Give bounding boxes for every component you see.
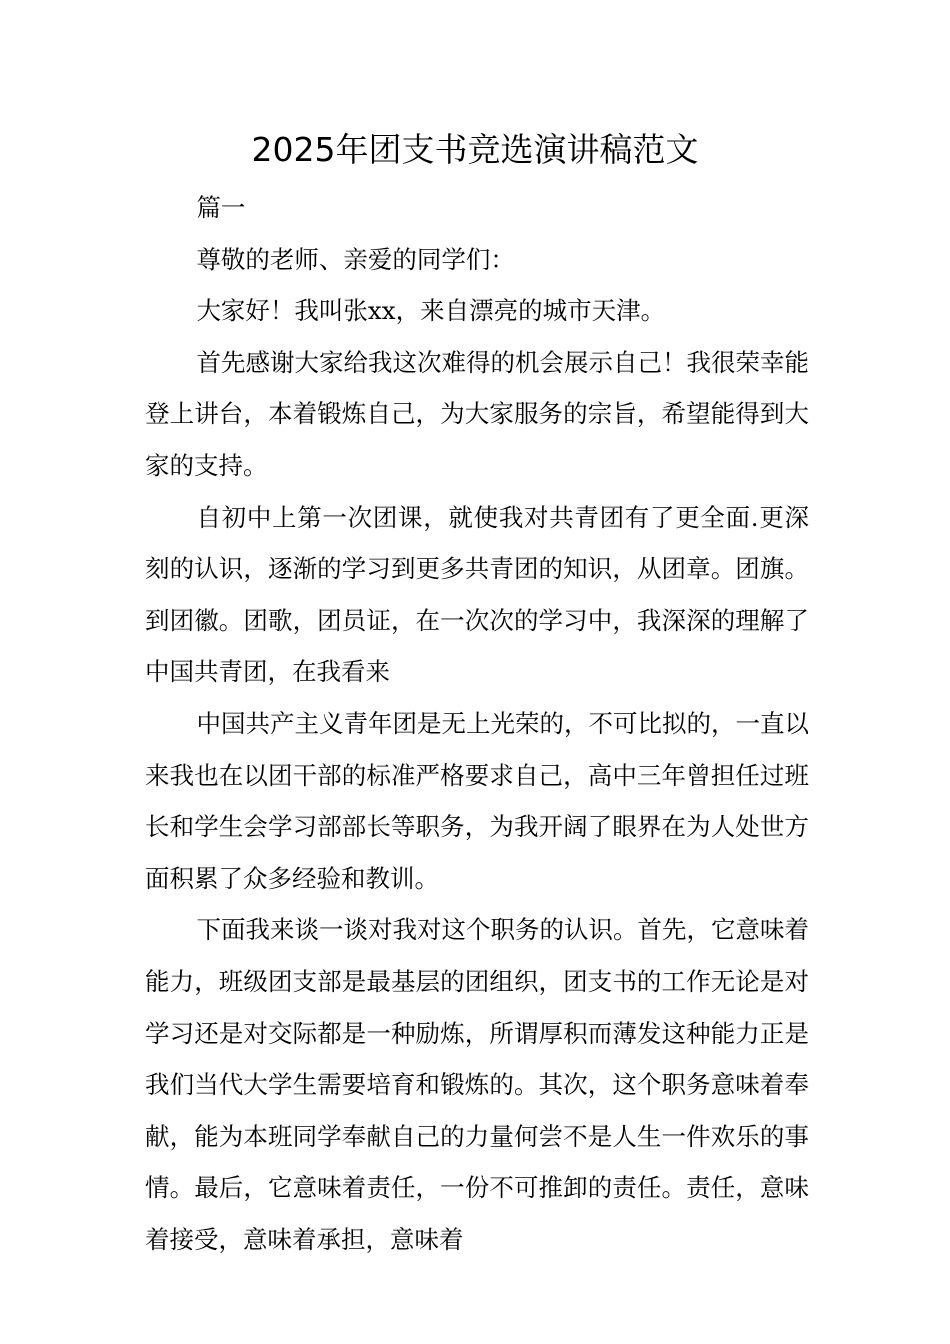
paragraph-role-understanding: 下面我来谈一谈对我对这个职务的认识。首先，它意味着能力，班级团支部是最基层的团组织，团支书的工作无论是对学习还是对交际都是一种励炼，所谓厚积而薄发这种能力正是我们当代大学生需要培育和锻炼的。其次，这个职务意味着奉献，能为本班同学奉献自己的力量何尝不是人生一件欢乐的事情。最后，它意味着责任，一份不可推卸的责任。责任，意味着接受，意味着承担，意味着 xyxy=(145,915,809,1254)
paragraph-experience: 中国共产主义青年团是无上光荣的，不可比拟的，一直以来我也在以团干部的标准严格要求自己，高中三年曾担任过班长和学生会学习部部长等职务，为我开阔了眼界在为人处世方面积累了众多经验和教训。 xyxy=(145,708,809,893)
document-body xyxy=(145,182,809,1265)
document-title: 2025年团支书竞选演讲稿范文 xyxy=(251,130,699,169)
paragraph-section-label: 篇一 xyxy=(196,193,246,222)
paragraph-league-understanding: 自初中上第一次团课，就使我对共青团有了更全面.更深刻的认识，逐渐的学习到更多共青团的知识，从团章。团旗。到团徽。团歌，团员证，在一次次的学习中，我深深的理解了中国共青团，在我看来 xyxy=(145,502,809,687)
paragraph-greeting: 大家好！我叫张xx，来自漂亮的城市天津。 xyxy=(196,296,666,326)
paragraph-salutation: 尊敬的老师、亲爱的同学们： xyxy=(196,244,515,274)
paragraph-thanks: 首先感谢大家给我这次难得的机会展示自己！我很荣幸能登上讲台，本着锻炼自己，为大家服务的宗旨，希望能得到大家的支持。 xyxy=(145,347,809,480)
